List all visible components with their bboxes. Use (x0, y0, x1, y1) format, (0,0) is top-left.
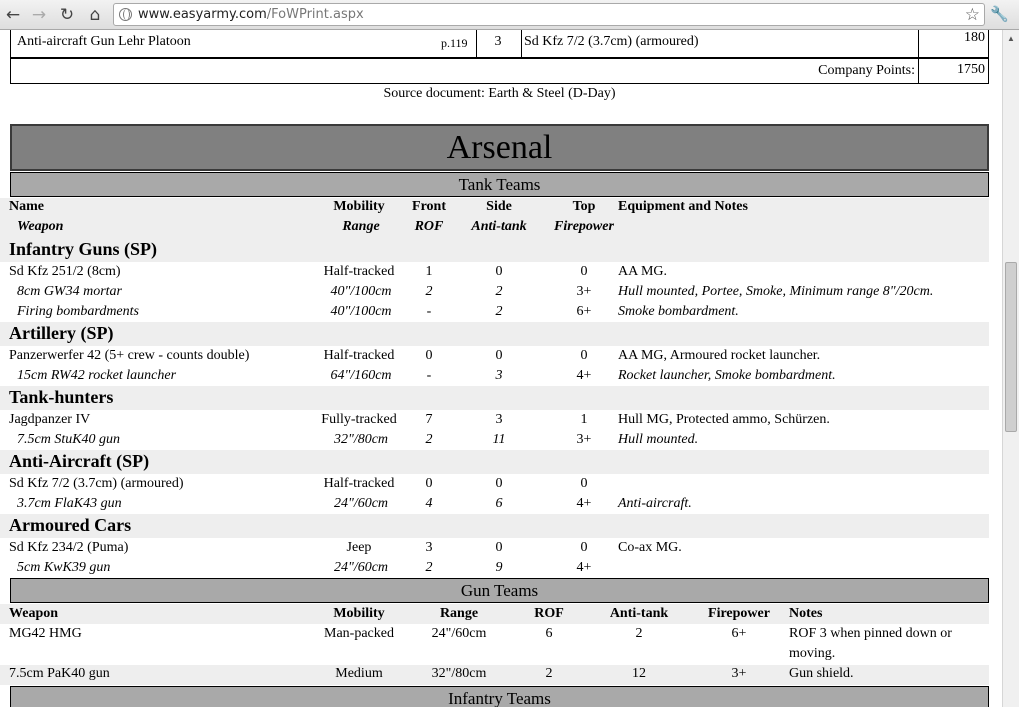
vehicle-front: 1 (425, 264, 433, 279)
th-side: Side (486, 199, 512, 214)
weapon-row (0, 366, 1002, 386)
company-points-total: 1750 (957, 62, 985, 77)
th-weapon: Weapon (17, 219, 64, 234)
gun-row-notes-cont: moving. (789, 646, 836, 661)
gun-row-notes: Gun shield. (789, 666, 854, 681)
th-range: Range (342, 219, 380, 234)
weapon-rof: - (426, 304, 432, 319)
weapon-name: 15cm RW42 rocket launcher (17, 368, 177, 383)
bookmark-star-icon[interactable]: ☆ (964, 5, 980, 25)
th-name: Name (9, 199, 44, 214)
reload-icon[interactable]: ↻ (59, 5, 75, 25)
vehicle-row (0, 410, 1002, 430)
home-icon[interactable]: ⌂ (89, 5, 101, 25)
vehicle-mobility: Fully-tracked (321, 412, 397, 427)
weapon-range: 24"/60cm (333, 560, 389, 575)
section-title: Artillery (SP) (9, 323, 114, 343)
weapon-row (0, 430, 1002, 450)
weapon-firepower: 3+ (576, 284, 592, 299)
weapon-name: 7.5cm StuK40 gun (17, 432, 121, 447)
gun-row-rof: 2 (545, 666, 553, 681)
section-title: Armoured Cars (9, 515, 132, 535)
weapon-rof: 2 (425, 432, 433, 447)
weapon-antitank: 2 (495, 284, 503, 299)
vehicle-name: Sd Kfz 7/2 (3.7cm) (armoured) (9, 476, 184, 491)
vehicle-mobility: Half-tracked (323, 264, 395, 279)
weapon-firepower: 6+ (576, 304, 592, 319)
source-document: Source document: Earth & Steel (D-Day) (383, 86, 616, 101)
weapon-antitank: 2 (495, 304, 503, 319)
weapon-notes: Anti-aircraft. (618, 496, 692, 511)
vehicle-mobility: Jeep (346, 540, 372, 555)
vehicle-name: Sd Kfz 251/2 (8cm) (9, 264, 121, 279)
gun-row-range: 24"/60cm (431, 626, 487, 641)
vehicle-name: Sd Kfz 234/2 (Puma) (9, 540, 129, 555)
vehicle-top: 0 (580, 264, 588, 279)
weapon-notes: Smoke bombardment. (618, 304, 739, 319)
vehicle-front: 0 (425, 476, 433, 491)
weapon-range: 40"/100cm (330, 284, 392, 299)
gun-row-firepower: 6+ (731, 626, 747, 641)
section-title: Anti-Aircraft (SP) (9, 451, 150, 471)
section-band (0, 386, 989, 410)
unit-vehicle: Sd Kfz 7/2 (3.7cm) (armoured) (524, 34, 699, 49)
vehicle-name: Panzerwerfer 42 (5+ crew - counts double) (9, 348, 250, 363)
scrollbar-thumb[interactable] (1005, 262, 1017, 432)
gun-row-mobility: Medium (335, 666, 383, 681)
browser-toolbar (0, 0, 1019, 30)
vehicle-side: 3 (495, 412, 503, 427)
weapon-notes: Hull mounted. (618, 432, 699, 447)
weapon-rof: 4 (425, 496, 433, 511)
vehicle-front: 3 (425, 540, 433, 555)
th-rof: ROF (414, 219, 444, 234)
weapon-name: 3.7cm FlaK43 gun (17, 496, 122, 511)
arsenal-title: Arsenal (10, 124, 989, 171)
weapon-firepower: 4+ (576, 496, 592, 511)
gth-antitank: Anti-tank (609, 606, 669, 621)
forward-icon[interactable]: → (31, 5, 47, 25)
tank-teams-header: Tank Teams (10, 172, 989, 197)
company-points-label: Company Points: (818, 63, 915, 78)
weapon-antitank: 6 (495, 496, 503, 511)
back-icon[interactable]: ← (5, 5, 21, 25)
weapon-range: 24"/60cm (333, 496, 389, 511)
gun-row-range: 32"/80cm (431, 666, 487, 681)
gun-row-weapon: 7.5cm PaK40 gun (9, 666, 110, 681)
vehicle-mobility: Half-tracked (323, 348, 395, 363)
section-title: Infantry Guns (SP) (9, 239, 158, 259)
unit-name: Anti-aircraft Gun Lehr Platoon (17, 34, 191, 49)
weapon-row (0, 302, 1002, 322)
weapon-antitank: 3 (495, 368, 503, 383)
weapon-rof: - (426, 368, 432, 383)
globe-icon (119, 8, 132, 21)
unit-count: 3 (494, 34, 502, 49)
th-front: Front (412, 199, 446, 214)
gun-row-notes: ROF 3 when pinned down or (789, 626, 952, 641)
vertical-scrollbar[interactable] (1002, 30, 1019, 707)
vehicle-mobility: Half-tracked (323, 476, 395, 491)
gun-teams-header: Gun Teams (10, 578, 989, 603)
weapon-notes: Hull mounted, Portee, Smoke, Minimum range 8"/20cm. (618, 284, 934, 299)
weapon-name: Firing bombardments (17, 304, 139, 319)
vehicle-notes: AA MG. (618, 264, 668, 279)
weapon-name: 8cm GW34 mortar (17, 284, 122, 299)
unit-page: p.119 (441, 36, 468, 50)
gth-firepower: Firepower (708, 606, 770, 621)
th-top: Top (572, 199, 596, 214)
vehicle-front: 7 (425, 412, 433, 427)
weapon-name: 5cm KwK39 gun (17, 560, 111, 575)
vehicle-row (0, 538, 1002, 558)
section-band (0, 514, 989, 538)
gth-rof: ROF (534, 606, 564, 621)
url-path: /FoWPrint.aspx (266, 7, 364, 22)
vehicle-top: 1 (580, 412, 588, 427)
url-host: www.easyarmy.com (138, 7, 267, 22)
url-text[interactable] (138, 7, 364, 22)
th-mobility: Mobility (333, 199, 385, 214)
weapon-antitank: 9 (495, 560, 503, 575)
gun-row-antitank: 12 (632, 666, 646, 681)
th-firepower: Firepower (554, 219, 614, 234)
weapon-rof: 2 (425, 560, 433, 575)
vehicle-row (0, 474, 1002, 494)
weapon-range: 32"/80cm (333, 432, 389, 447)
section-title: Tank-hunters (9, 387, 114, 407)
weapon-notes: Rocket launcher, Smoke bombardment. (618, 368, 836, 383)
gun-row-antitank: 2 (635, 626, 643, 641)
vehicle-side: 0 (495, 264, 503, 279)
weapon-range: 64"/160cm (330, 368, 392, 383)
vehicle-notes: Hull MG, Protected ammo, Schürzen. (618, 412, 830, 427)
gth-notes: Notes (789, 606, 823, 621)
th-antitank: Anti-tank (471, 219, 527, 234)
unit-points: 180 (964, 30, 985, 45)
weapon-antitank: 11 (492, 432, 506, 447)
vehicle-name: Jagdpanzer IV (9, 412, 91, 427)
gun-row-weapon: MG42 HMG (9, 626, 82, 641)
address-bar[interactable] (113, 3, 985, 26)
weapon-rof: 2 (425, 284, 433, 299)
vehicle-side: 0 (495, 540, 503, 555)
weapon-row (0, 494, 1002, 514)
vehicle-front: 0 (425, 348, 433, 363)
weapon-firepower: 3+ (576, 432, 592, 447)
vehicle-top: 0 (580, 540, 588, 555)
weapon-firepower: 4+ (576, 560, 592, 575)
gth-mobility: Mobility (333, 606, 385, 621)
vehicle-side: 0 (495, 476, 503, 491)
weapon-range: 40"/100cm (330, 304, 392, 319)
gun-row-mobility: Man-packed (324, 626, 394, 641)
vehicle-row (0, 346, 1002, 366)
gth-weapon: Weapon (9, 606, 59, 621)
weapon-row (0, 282, 1002, 302)
scroll-up-icon[interactable]: ▲ (1007, 34, 1015, 43)
weapon-row (0, 558, 1002, 578)
vehicle-top: 0 (580, 348, 588, 363)
wrench-icon[interactable]: 🔧 (990, 5, 1009, 23)
infantry-teams-header: Infantry Teams (10, 686, 989, 707)
vehicle-top: 0 (580, 476, 588, 491)
vehicle-notes: AA MG, Armoured rocket launcher. (618, 348, 821, 363)
gun-row-rof: 6 (545, 626, 553, 641)
section-band (0, 322, 989, 346)
weapon-firepower: 4+ (576, 368, 592, 383)
gun-row-firepower: 3+ (731, 666, 747, 681)
th-notes: Equipment and Notes (618, 199, 748, 214)
vehicle-notes: Co-ax MG. (618, 540, 682, 555)
page-content (0, 30, 1002, 707)
vehicle-side: 0 (495, 348, 503, 363)
gth-range: Range (439, 606, 479, 621)
vehicle-row (0, 262, 1002, 282)
